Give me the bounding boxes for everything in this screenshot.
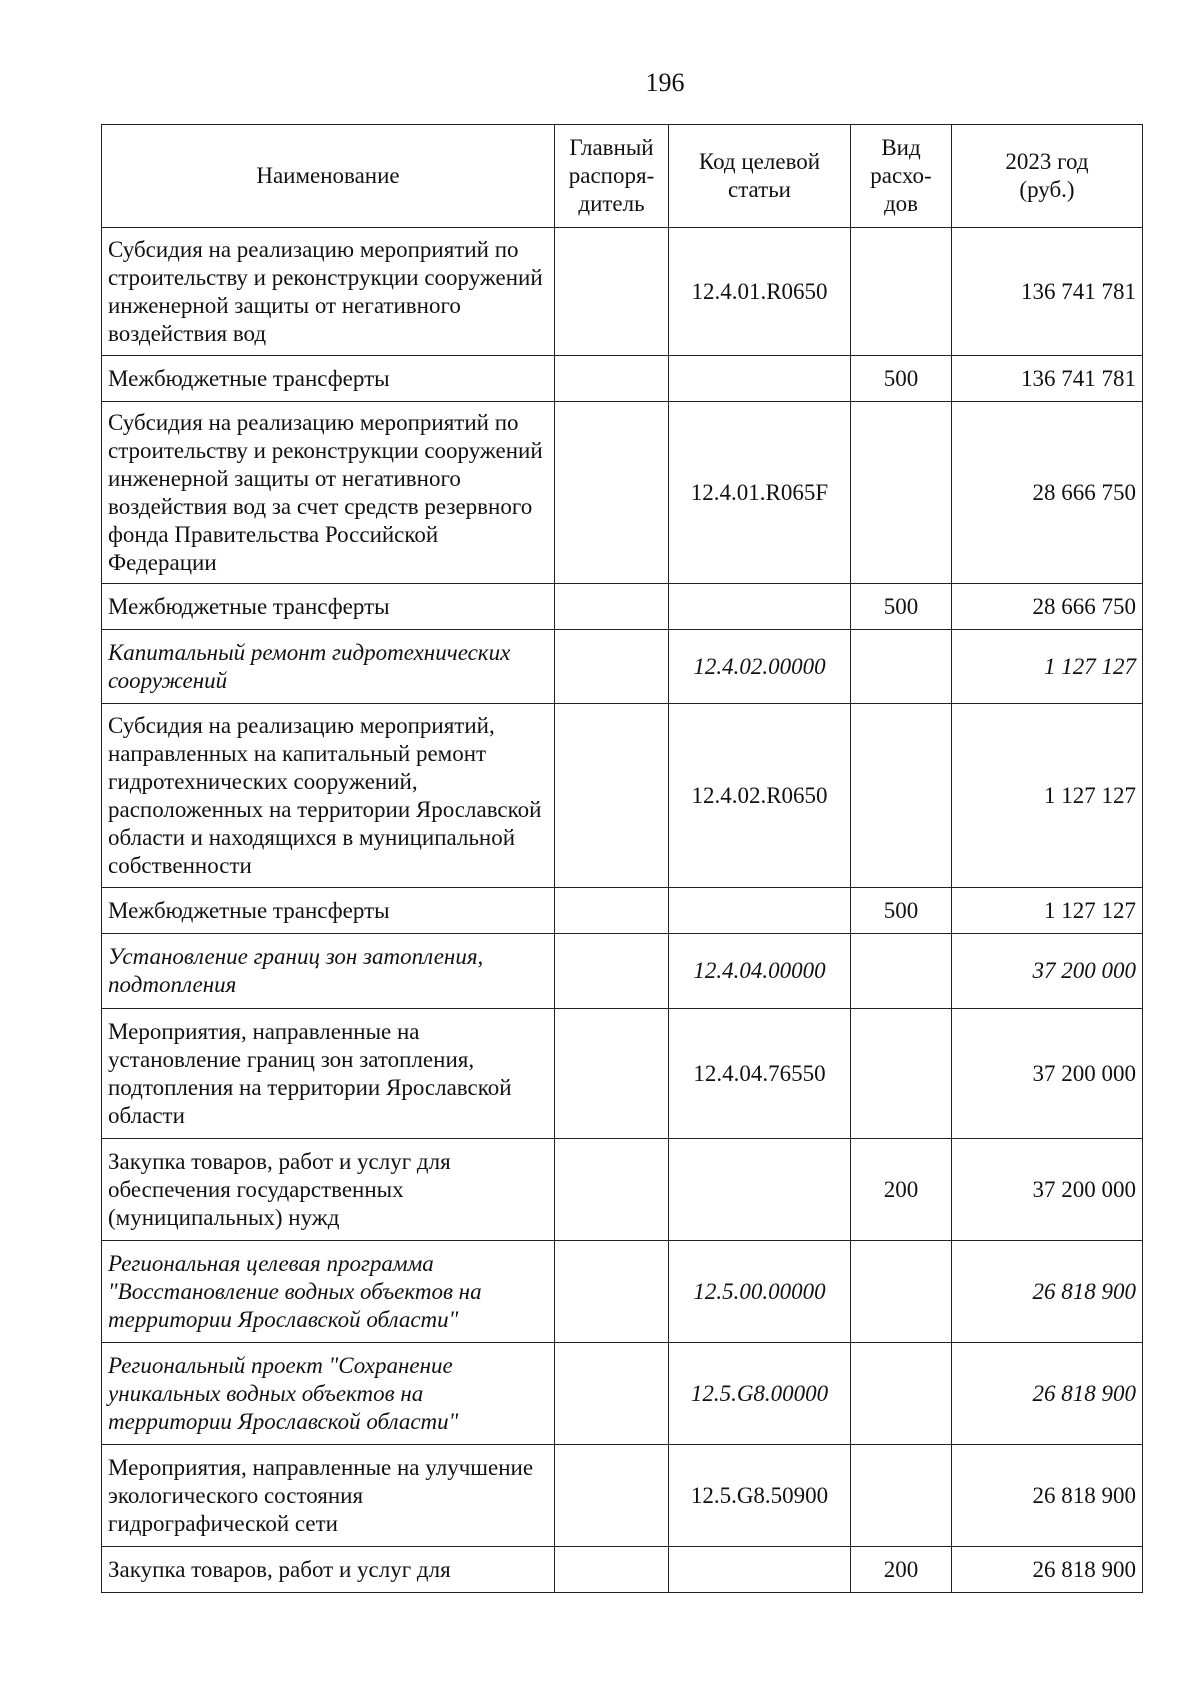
- row-expense-type: [851, 1009, 952, 1139]
- row-name: Мероприятия, направленные на установление границ зон затопления, подтопления на территории Ярославской области: [102, 1009, 555, 1139]
- header-vid-line: дов: [883, 191, 919, 216]
- row-amount: 136 741 781: [952, 356, 1143, 402]
- row-amount: 1 127 127: [952, 888, 1143, 934]
- row-main-manager: [555, 888, 669, 934]
- header-gr-line: Главный: [569, 135, 654, 160]
- row-amount: 26 818 900: [952, 1241, 1143, 1343]
- table-row: [102, 402, 1143, 584]
- table-row: [102, 356, 1143, 402]
- row-main-manager: [555, 228, 669, 356]
- row-amount: 37 200 000: [952, 1009, 1143, 1139]
- row-expense-type: 500: [851, 584, 952, 630]
- row-main-manager: [555, 1139, 669, 1241]
- header-vid-line: Вид: [881, 135, 921, 160]
- header-gr-line: распоря-: [568, 163, 655, 188]
- row-target-code: 12.5.00.00000: [669, 1241, 851, 1343]
- row-name: Закупка товаров, работ и услуг для: [102, 1547, 555, 1593]
- table-row: [102, 630, 1143, 704]
- header-code-line: Код целевой: [698, 149, 821, 174]
- row-amount: 136 741 781: [952, 228, 1143, 356]
- row-name: Капитальный ремонт гидротехнических сооружений: [102, 630, 555, 704]
- header-year-line: (руб.): [1019, 177, 1075, 202]
- table-row: [102, 1241, 1143, 1343]
- row-target-code: [669, 584, 851, 630]
- row-main-manager: [555, 704, 669, 888]
- row-main-manager: [555, 356, 669, 402]
- row-main-manager: [555, 1445, 669, 1547]
- row-target-code: 12.4.04.76550: [669, 1009, 851, 1139]
- table-row: [102, 1009, 1143, 1139]
- row-target-code: 12.4.02.R0650: [669, 704, 851, 888]
- row-amount: 1 127 127: [952, 704, 1143, 888]
- row-target-code: 12.5.G8.00000: [669, 1343, 851, 1445]
- row-expense-type: 500: [851, 356, 952, 402]
- header-name: [102, 125, 555, 228]
- table-row: [102, 704, 1143, 888]
- row-expense-type: [851, 1445, 952, 1547]
- header-gr-line: дитель: [578, 191, 645, 216]
- row-name: Субсидия на реализацию мероприятий по строительству и реконструкции сооружений инженерной защиты от негативного воздействия вод: [102, 228, 555, 356]
- row-amount: 26 818 900: [952, 1343, 1143, 1445]
- row-name: Субсидия на реализацию мероприятий, направленных на капитальный ремонт гидротехнических сооружений, расположенных на территории Ярославской области и находящихся в муниципальной собственности: [102, 704, 555, 888]
- row-main-manager: [555, 630, 669, 704]
- table-row: [102, 1139, 1143, 1241]
- page-number: 196: [645, 68, 685, 97]
- table-row: [102, 934, 1143, 1009]
- row-main-manager: [555, 1241, 669, 1343]
- row-target-code: 12.5.G8.50900: [669, 1445, 851, 1547]
- row-name: Межбюджетные трансферты: [102, 584, 555, 630]
- row-expense-type: 500: [851, 888, 952, 934]
- row-expense-type: [851, 704, 952, 888]
- row-expense-type: [851, 228, 952, 356]
- table-row: [102, 888, 1143, 934]
- row-target-code: [669, 356, 851, 402]
- header-target-code: [669, 125, 851, 228]
- row-expense-type: 200: [851, 1139, 952, 1241]
- header-year-line: 2023 год: [1005, 149, 1089, 174]
- row-amount: 26 818 900: [952, 1445, 1143, 1547]
- table-row: [102, 228, 1143, 356]
- row-target-code: 12.4.01.R0650: [669, 228, 851, 356]
- row-name: Установление границ зон затопления, подтопления: [102, 934, 555, 1009]
- header-main-manager: [555, 125, 669, 228]
- row-expense-type: 200: [851, 1547, 952, 1593]
- row-main-manager: [555, 1547, 669, 1593]
- row-amount: 37 200 000: [952, 1139, 1143, 1241]
- row-main-manager: [555, 1009, 669, 1139]
- row-expense-type: [851, 1343, 952, 1445]
- budget-table: [101, 124, 1143, 1593]
- row-main-manager: [555, 934, 669, 1009]
- row-name: Региональный проект "Сохранение уникальных водных объектов на территории Ярославской области": [102, 1343, 555, 1445]
- header-expense-type: [851, 125, 952, 228]
- row-name: Мероприятия, направленные на улучшение экологического состояния гидрографической сети: [102, 1445, 555, 1547]
- row-name: Региональная целевая программа "Восстановление водных объектов на территории Ярославской области": [102, 1241, 555, 1343]
- row-amount: 28 666 750: [952, 402, 1143, 584]
- row-target-code: 12.4.04.00000: [669, 934, 851, 1009]
- row-expense-type: [851, 402, 952, 584]
- header-year-amount: [952, 125, 1143, 228]
- row-target-code: [669, 888, 851, 934]
- table-row: [102, 1445, 1143, 1547]
- row-main-manager: [555, 584, 669, 630]
- header-vid-line: расхо-: [870, 163, 932, 188]
- table-row: [102, 1343, 1143, 1445]
- row-name: Закупка товаров, работ и услуг для обеспечения государственных (муниципальных) нужд: [102, 1139, 555, 1241]
- row-target-code: [669, 1547, 851, 1593]
- header-code-line: статьи: [727, 177, 791, 202]
- header-name-text: Наименование: [256, 163, 400, 188]
- row-amount: 28 666 750: [952, 584, 1143, 630]
- row-name: Межбюджетные трансферты: [102, 888, 555, 934]
- row-name: Субсидия на реализацию мероприятий по строительству и реконструкции сооружений инженерной защиты от негативного воздействия вод за счет средств резервного фонда Правительства Российской Федерации: [102, 402, 555, 584]
- row-expense-type: [851, 934, 952, 1009]
- row-amount: 26 818 900: [952, 1547, 1143, 1593]
- row-expense-type: [851, 1241, 952, 1343]
- table-row: [102, 1547, 1143, 1593]
- table-row: [102, 584, 1143, 630]
- row-name: Межбюджетные трансферты: [102, 356, 555, 402]
- row-target-code: [669, 1139, 851, 1241]
- row-amount: 1 127 127: [952, 630, 1143, 704]
- row-expense-type: [851, 630, 952, 704]
- row-main-manager: [555, 1343, 669, 1445]
- row-main-manager: [555, 402, 669, 584]
- table-header-row: [102, 125, 1143, 228]
- row-target-code: 12.4.02.00000: [669, 630, 851, 704]
- row-amount: 37 200 000: [952, 934, 1143, 1009]
- row-target-code: 12.4.01.R065F: [669, 402, 851, 584]
